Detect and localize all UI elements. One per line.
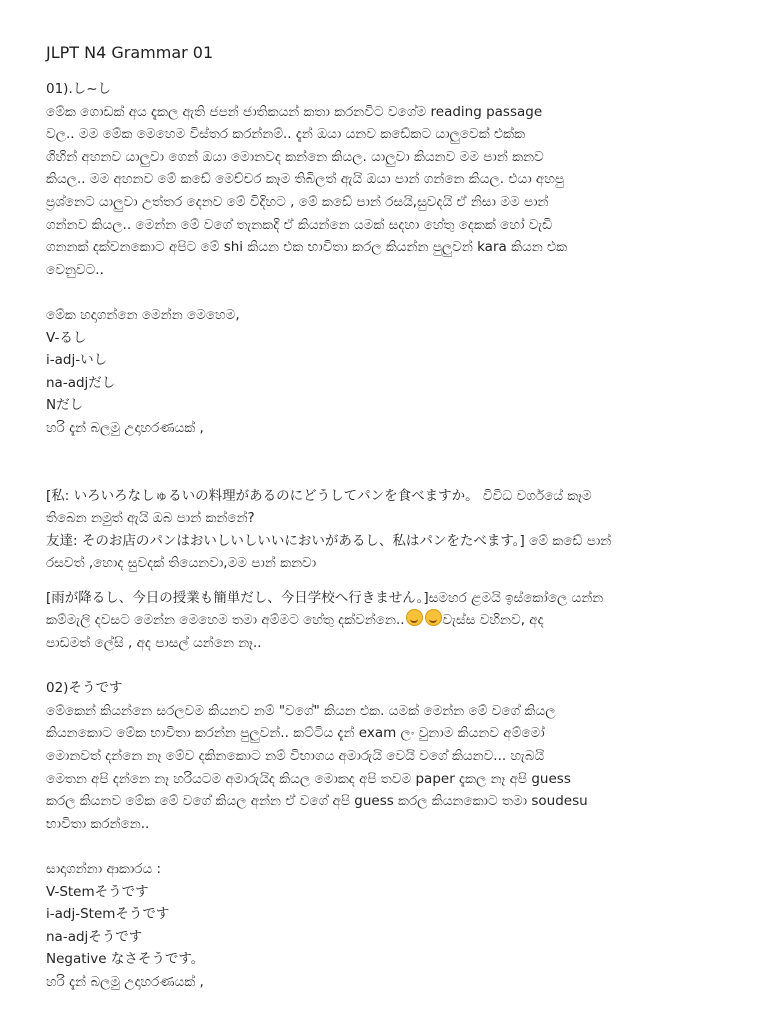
form-list (46, 881, 726, 971)
form-list (46, 327, 726, 417)
example-line-with-emoji (46, 609, 726, 632)
form-item: V-るし (46, 329, 87, 346)
paragraph-line: මේක ගොඩක් අය දැකල ඇති ජපන් ජාතිකයන් කතා කරනවිට වගේම reading passage (46, 103, 543, 120)
paragraph-line: ගන්නව කියල.. මෙන්න මේ වගේ තැනකදි ඒ කියන්නෙ යමක් සදහා හේතු දෙකක් හෝ වැඩි (46, 216, 553, 233)
rofl-emoji-icon (406, 609, 423, 626)
example-block-3 (46, 587, 726, 655)
form-item: V-Stemそうです (46, 883, 149, 900)
form-item: i-adj-いし (46, 352, 108, 369)
form-item: Negative なさそうです。 (46, 951, 205, 968)
smirk-emoji-icon (425, 609, 442, 626)
form-item: Nだし (46, 397, 84, 414)
paragraph-line: භාවිතා කරන්නෙ.. (46, 815, 150, 832)
form-intro: මේක හදාගන්නෙ මෙන්න මෙහෙම, (46, 306, 240, 323)
paragraph-line: වෙනුවට.. (46, 261, 104, 278)
paragraph-line: කියනකොට මේක භාවිතා කරන්න පුලුවන්.. කට්ටිය දැන් exam ලං වුනාම කියනව අම්මෝ (46, 725, 545, 742)
section-heading-2: 02)そうです (46, 680, 123, 697)
paragraph-line: මෙතන අපි දන්නෙ නෑ හරියටම අමාරුයිද කියල මොකද අපි තවම paper දැකල නෑ අපි guess (46, 770, 571, 787)
document-page (46, 42, 726, 994)
example-line: [雨が降るし、今日の授業も簡単だし、今日学校へ行きません。]සමහර ළමයි ඉස්කෝලෙ යන්න (46, 589, 604, 606)
example-text: වැස්ස වහිනව, අද (442, 612, 544, 629)
example-line: රසවත් ,හොද සුවදක් තියෙනවා,මම පාන් කනවා (46, 555, 317, 572)
paragraph-line: ප්‍රශ්නෙට යාලුවා උත්තර දෙනව මේ විදිහට , මේ කඩේ පාන් රසයි,සුවදයි ඒ නිසා මම පාන් (46, 193, 549, 210)
paragraph-line: කියල.. මම අහනව මේ කඩේ මෙච්චර කෑම තිබිලත් ඇයි ඔයා පාන් ගන්නෙ කියල. එයා අහපු (46, 171, 565, 188)
paragraph-line: මොනවත් දන්නෙ නෑ මේව දකිනකොට නම් විභාගය අමාරුයි වෙයි වගේ කියනව... හැබයි (46, 748, 545, 765)
example-line: 友達: そのお店のパンはおいしいしいいにおいがあるし、私はパンをたべます。] මේ කඩේ පාන් (46, 532, 612, 549)
section-heading-1: 01).し~し (46, 81, 112, 97)
example-block-1 (46, 485, 726, 530)
paragraph-line: වල.. මම මේක මෙහෙම විස්තර කරන්නම්.. දැන් ඔයා යනව කඩේකට යාලුවෙක් එක්ක (46, 126, 526, 143)
paragraph-line: ගිහින් අහනව යාලුවා ගෙන් ඔයා මොනවද කන්නෙ කියල. යාලුවා කියනව මම පාන් කනව (46, 148, 544, 165)
form-intro: සාදාගන්නා ආකාරය : (46, 861, 162, 877)
page-title: JLPT N4 Grammar 01 (46, 43, 214, 62)
form-item: na-adjそうです (46, 928, 143, 945)
example-line: පාඩමත් ලේසි , අද පාසල් යන්නෙ නෑ.. (46, 635, 262, 652)
paragraph-line: කරල කියනව මේක මේ වගේ කියල අන්න ඒ වගේ අපි guess කරල කියනකොට තමා soudesu (46, 793, 588, 810)
form-item: na-adjだし (46, 374, 116, 391)
example-line: [私: いろいろなしゅるいの料理があるのにどうしてパンを食べますか。 විවිධ වර්ගයේ කෑම (46, 487, 592, 504)
paragraph-line: මේකෙන් කියන්නෙ සරලවම කියනව නම් "වගේ" කියන එක. යමක් මෙන්න මේ වගේ කියල (46, 702, 556, 719)
example-block-2 (46, 530, 726, 575)
section2-paragraph (46, 700, 726, 836)
example-intro: හරි දැන් බලමු උදාහරණයක් , (46, 419, 204, 436)
example-text: කම්මැලි දවසට මෙන්න මෙහෙම තමා අම්මට හේතු දක්වන්නෙ.. (46, 612, 405, 629)
example-intro: හරි දැන් බලමු උදාහරණයක් , (46, 973, 204, 990)
form-item: i-adj-Stemそうです (46, 906, 170, 923)
paragraph-line: ගනනක් දක්වනකොට අපිට මේ shi කියන එක භාවිතා කරල කියන්න පුලුවන් kara කියන එක (46, 239, 568, 256)
section1-paragraph (46, 101, 726, 282)
example-line: තිබෙන නමුත් ඇයි ඔබ පාන් කන්නේ? (46, 510, 255, 527)
